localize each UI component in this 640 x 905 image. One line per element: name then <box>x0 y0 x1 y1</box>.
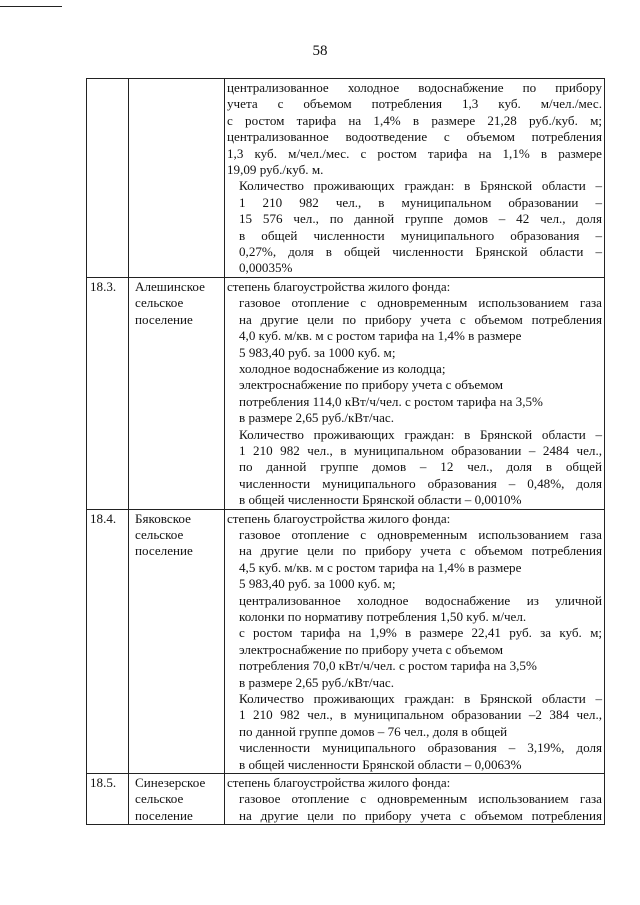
description-line: 0,27%, доля в общей численности Брянской области – <box>239 244 602 260</box>
description-line: Количество проживающих граждан: в Брянской области – <box>239 178 602 194</box>
row-number: 18.4. <box>87 509 129 774</box>
description-line: 4,0 куб. м/кв. м с ростом тарифа на 1,4% в размере <box>239 328 522 344</box>
settlement-name-line: сельское <box>135 295 184 311</box>
description-line: в размере 2,65 руб./кВт/час. <box>239 410 394 426</box>
settlement-name <box>129 774 225 825</box>
description-line: по данной группе домов – 76 чел., доля в общей <box>239 723 508 739</box>
description-line: 19,09 руб./куб. м. <box>227 162 324 178</box>
settlement-name-line: поселение <box>135 543 193 559</box>
settlement-name-line: Бяковское <box>135 510 191 526</box>
description-line: Количество проживающих граждан: в Брянской области – <box>239 691 602 707</box>
description-line: централизованное водоотведение с объемом потребления <box>227 129 602 145</box>
description-line: численности муниципального образования – 0,48%, доля <box>239 475 602 491</box>
description-line: 1 210 982 чел., в муниципальном образовании – 2484 чел., <box>239 442 602 458</box>
description-line: 5 983,40 руб. за 1000 куб. м; <box>239 576 396 592</box>
settlement-name <box>129 79 225 278</box>
description-line: с ростом тарифа на 1,4% в размере 21,28 руб./куб. м; <box>227 112 602 128</box>
description-line: централизованное холодное водоснабжение по прибору <box>227 80 602 95</box>
description-line: 5 983,40 руб. за 1000 куб. м; <box>239 344 396 360</box>
description-line: с ростом тарифа на 1,9% в размере 22,41 руб. за куб. м; <box>239 625 602 641</box>
description-line: степень благоустройства жилого фонда: <box>227 775 451 791</box>
tariff-table <box>86 78 605 825</box>
settlement-name-line: сельское <box>135 791 184 807</box>
description-line: в общей численности муниципального образования – <box>239 227 602 243</box>
description-line: на другие цели по прибору учета с объемом потребления <box>239 543 602 559</box>
table-row <box>87 774 605 825</box>
row-number <box>87 79 129 278</box>
description-line: учета с объемом потребления 1,3 куб. м/чел./мес. <box>227 96 602 112</box>
description-line: Количество проживающих граждан: в Брянской области – <box>239 426 602 442</box>
description-line: централизованное холодное водоснабжение из уличной <box>239 592 602 608</box>
description-line: газовое отопление с одновременным использованием газа <box>239 295 602 311</box>
description-cell <box>225 79 605 278</box>
table-row <box>87 509 605 774</box>
description-line: 0,00035% <box>239 260 293 276</box>
description-cell <box>225 277 605 509</box>
description-line: газовое отопление с одновременным использованием газа <box>239 526 602 542</box>
description-line: потребления 70,0 кВт/ч/чел. с ростом тарифа на 3,5% <box>239 658 537 674</box>
settlement-name <box>129 277 225 509</box>
description-line: газовое отопление с одновременным использованием газа <box>239 791 602 807</box>
settlement-name-line: поселение <box>135 311 193 327</box>
description-line: численности муниципального образования – 3,19%, доля <box>239 740 602 756</box>
description-line: 1,3 куб. м/чел./мес. с ростом тарифа на 1,1% в размере <box>227 145 602 161</box>
description-line: 4,5 куб. м/кв. м с ростом тарифа на 1,4% в размере <box>239 559 522 575</box>
description-line: 1 210 982 чел., в муниципальном образовании – <box>239 194 602 210</box>
settlement-name-line: поселение <box>135 807 193 823</box>
description-line: в размере 2,65 руб./кВт/час. <box>239 674 394 690</box>
corner-mark <box>0 0 62 7</box>
description-line: на другие цели по прибору учета с объемом потребления <box>239 807 602 823</box>
settlement-name-line: Алешинское <box>135 278 205 294</box>
description-line: в общей численности Брянской области – 0,0010% <box>239 492 522 508</box>
description-line: электроснабжение по прибору учета с объемом <box>239 377 504 393</box>
description-line: по данной группе домов – 12 чел., доля в общей <box>239 459 602 475</box>
description-line: холодное водоснабжение из колодца; <box>239 360 446 376</box>
table-row <box>87 277 605 509</box>
settlement-name-line: Синезерское <box>135 775 206 791</box>
table-row <box>87 79 605 278</box>
row-number: 18.3. <box>87 277 129 509</box>
page-number: 58 <box>312 43 328 59</box>
description-cell <box>225 509 605 774</box>
row-number: 18.5. <box>87 774 129 825</box>
description-line: на другие цели по прибору учета с объемом потребления <box>239 311 602 327</box>
description-line: 1 210 982 чел., в муниципальном образовании –2 384 чел., <box>239 707 602 723</box>
description-line: 15 576 чел., по данной группе домов – 42 чел., доля <box>239 211 602 227</box>
description-line: электроснабжение по прибору учета с объемом <box>239 641 504 657</box>
description-line: потребления 114,0 кВт/ч/чел. с ростом тарифа на 3,5% <box>239 393 543 409</box>
settlement-name <box>129 509 225 774</box>
description-line: в общей численности Брянской области – 0,0063% <box>239 756 522 772</box>
description-line: степень благоустройства жилого фонда: <box>227 278 451 294</box>
description-cell <box>225 774 605 825</box>
settlement-name-line: сельское <box>135 526 184 542</box>
description-line: степень благоустройства жилого фонда: <box>227 510 451 526</box>
description-line: колонки по нормативу потребления 1,50 куб. м/чел. <box>239 609 527 624</box>
